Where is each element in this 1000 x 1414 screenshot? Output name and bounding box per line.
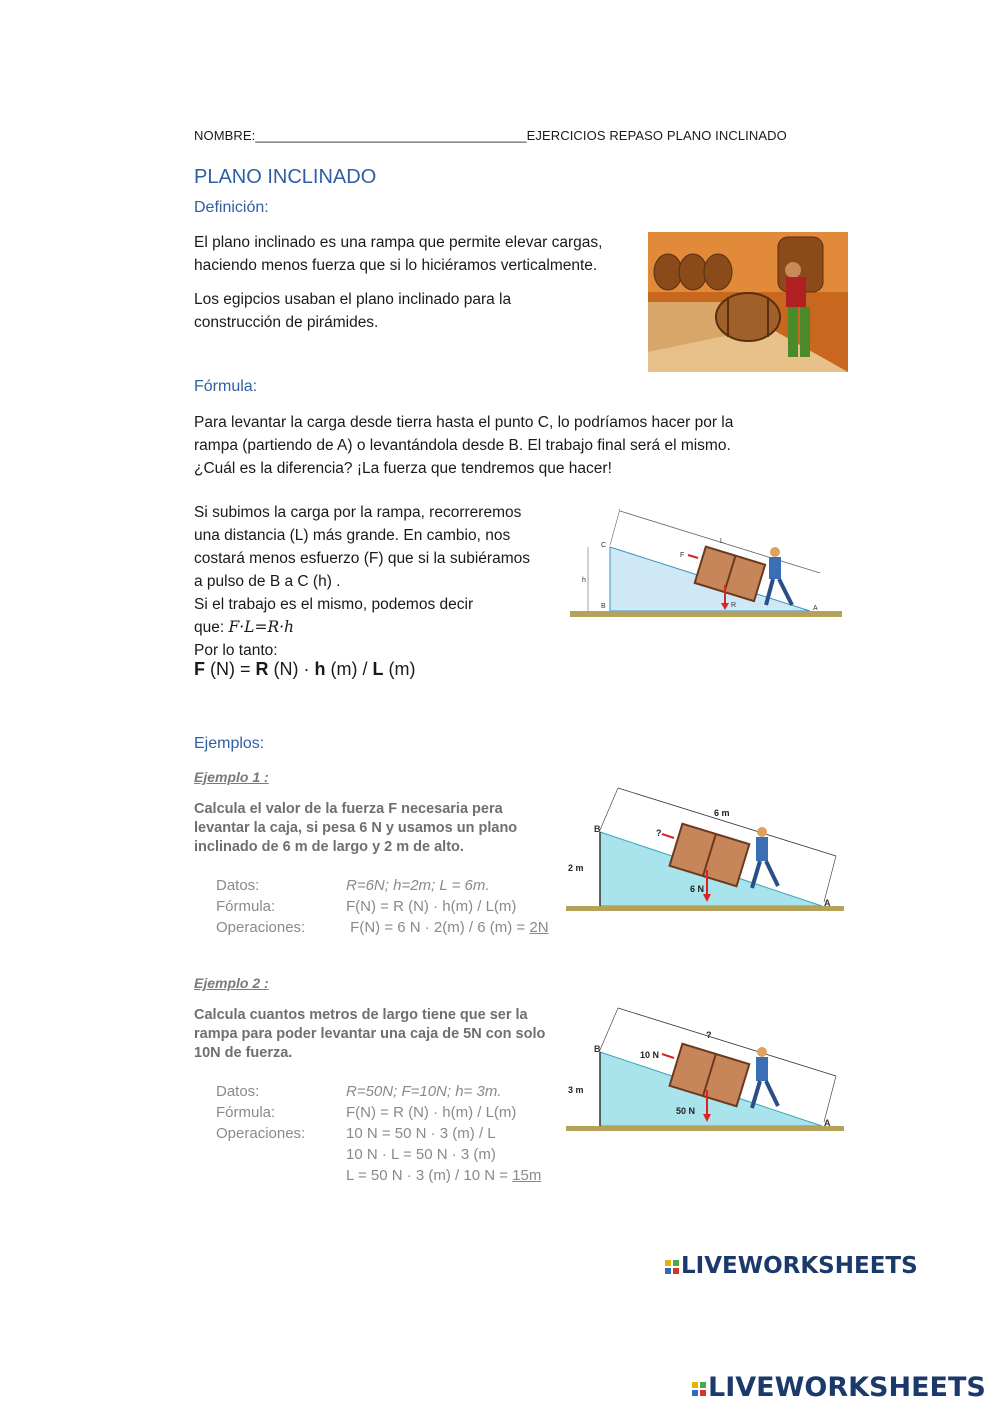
svg-text:3 m: 3 m [568,1085,584,1095]
svg-text:A: A [813,605,818,612]
example-2-statement: Calcula cuantos metros de largo tiene que ser la rampa para poder levantar una caja de 5N con solo 10N de fuerza. [194,1007,546,1061]
section-heading-formula: Fórmula: [194,378,258,395]
name-field-label[interactable]: NOMBRE:_____________________________________ [194,128,527,143]
svg-text:6 N: 6 N [690,884,705,894]
worksheet-subtitle: EJERCICIOS REPASO PLANO INCLINADO [526,128,787,143]
svg-text:10 N: 10 N [640,1050,660,1060]
example-1-title: Ejemplo 1 : [194,769,269,785]
svg-text:?: ? [656,828,662,838]
svg-text:h: h [582,577,586,584]
inclined-plane-diagram [570,505,842,623]
example-2-result: 15m [512,1167,542,1184]
final-formula: F (N) = R (N) · h (m) / L (m) [194,659,416,679]
svg-text:A: A [824,898,831,908]
example-1-result: 2N [529,919,549,936]
logo-squares-icon [692,1382,706,1396]
svg-text:F: F [680,552,685,559]
formula-paragraph-1: Para levantar la carga desde tierra hasta el punto C, lo podríamos hacer por la rampa (partiendo de A) o levantándola desde B. El trabajo final será el mismo. ¿Cuál es la diferencia? ¡La fuerza que tendremos que hacer! [194,414,734,477]
svg-text:L: L [720,538,724,545]
svg-text:2 m: 2 m [568,863,584,873]
example-1-solution: Datos: R=6N; h=2m; L = 6m. Fórmula: F(N) = R (N) · h(m) / L(m) Operaciones: F(N) = 6 N · 2(m) / 6 (m) = 2N [216,877,549,936]
liveworksheets-logo-footer: LIVEWORKSHEETS [692,1372,986,1403]
svg-text:?: ? [706,1030,712,1040]
section-heading-ejemplos: Ejemplos: [194,735,265,752]
svg-text:B: B [594,824,601,834]
example-1-statement: Calcula el valor de la fuerza F necesaria pera levantar la caja, si pesa 6 N y usamos un plano inclinado de 6 m de largo y 2 m de alto. [194,801,518,855]
page-title: PLANO INCLINADO [194,166,377,188]
example-2-diagram [566,1006,844,1138]
logo-squares-icon [665,1260,679,1274]
liveworksheets-logo: LIVEWORKSHEETS [665,1253,918,1279]
example-2-solution: Datos: R=50N; F=10N; h= 3m. Fórmula: F(N) = R (N) · h(m) / L(m) Operaciones: 10 N = 50 N · 3 (m) / L 10 N · L = 50 N · 3 (m) L = 50 N · 3 (m) / 10 N = 15m [216,1083,542,1184]
svg-text:50 N: 50 N [676,1106,696,1116]
formula-paragraph-2: Si subimos la carga por la rampa, recorreremos una distancia (L) más grande. En cambio, nos costará menos esfuerzo (F) que si la subiéramos a pulso de B a C (h) . Si el trabajo es el mismo, podemos decir que: F·L=R·h Por lo tanto: [194,504,530,659]
svg-text:6 m: 6 m [714,808,730,818]
section-heading-definicion: Definición: [194,199,269,216]
svg-text:B: B [594,1044,601,1054]
definicion-paragraph-1: El plano inclinado es una rampa que permite elevar cargas, haciendo menos fuerza que si lo hiciéramos verticalmente. [194,234,603,274]
example-2-title: Ejemplo 2 : [194,975,269,991]
barrel-ramp-illustration [648,232,848,372]
worksheet-header [194,128,787,143]
svg-text:R: R [731,602,737,609]
svg-text:C: C [601,542,607,549]
definicion-paragraph-2: Los egipcios usaban el plano inclinado para la construcción de pirámides. [194,291,512,331]
work-equation: F·L=R·h [228,618,295,636]
svg-text:B: B [601,603,606,610]
svg-text:A: A [824,1118,831,1128]
example-1-diagram [566,786,844,914]
